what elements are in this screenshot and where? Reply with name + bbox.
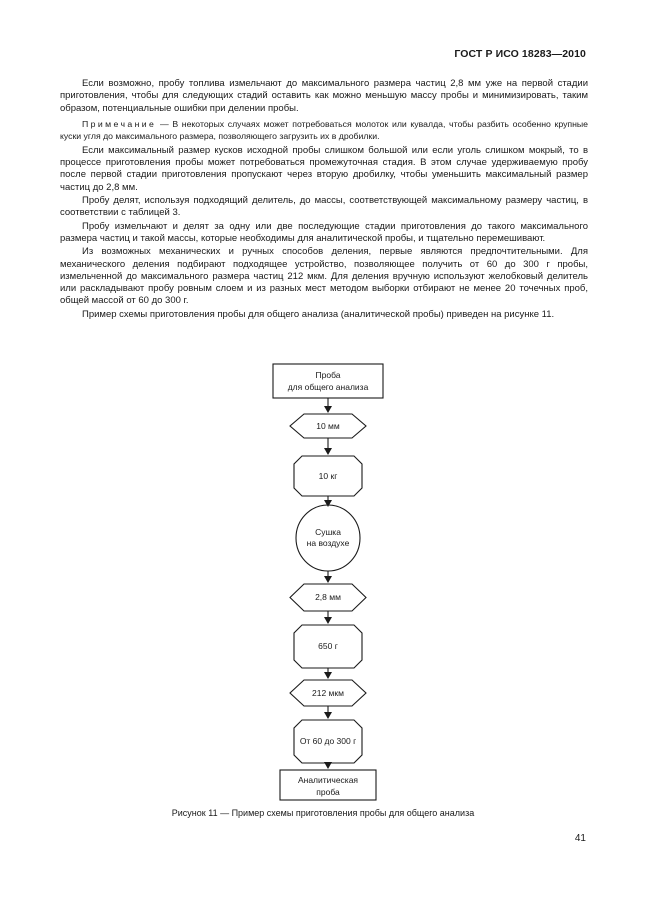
paragraph-3: Пробу делят, используя подходящий делитель, до массы, соответствующей максимальному размеру частиц, в соответствии с таблицей 3. bbox=[60, 195, 588, 219]
step3-label-1: Сушка bbox=[315, 527, 341, 537]
start-label-2: для общего анализа bbox=[287, 382, 369, 392]
paragraph-5: Из возможных механических и ручных способов деления, первые являются предпочтительными. Для механического деления подбирают подходящее устройство, позволяющее получить от 60 до 300 г пробы, измельченной до максимального размера частиц 212 мкм. Для деления вручную используют желобковый делитель или раскладывают пробу ровным слоем и из разных мест методом выборки отбирают не менее 20 точечных проб, общей массой от 60 до 300 г. bbox=[60, 246, 588, 307]
step1-label: 10 мм bbox=[316, 421, 340, 431]
page-number: 41 bbox=[574, 833, 586, 844]
figure-caption: Рисунок 11 — Пример схемы приготовления пробы для общего анализа bbox=[171, 808, 475, 818]
step6-label: 212 мкм bbox=[312, 688, 344, 698]
step5-label: 650 г bbox=[318, 641, 338, 651]
end-label-2: проба bbox=[316, 787, 340, 797]
note-label: Примечание bbox=[82, 118, 157, 129]
step3-label-2: на воздухе bbox=[306, 538, 350, 548]
paragraph-2: Если максимальный размер кусков исходной пробы слишком большой или если уголь слишком мокрый, то в процессе приготовления пробы может потребоваться промежуточная стадия. В этом случае удерживаемую пробу после первой стадии приготовления пропускают через вторую дробилку, чтобы уменьшить максимальный размер частиц до 2,8 мм. bbox=[60, 144, 588, 193]
end-label-1: Аналитическая bbox=[297, 775, 359, 785]
step2-label: 10 кг bbox=[318, 471, 338, 481]
step4-label: 2,8 мм bbox=[315, 592, 341, 602]
paragraph-1: Если возможно, пробу топлива измельчают до максимального размера частиц 2,8 мм уже на первой стадии приготовления, чтобы для следующих стадий оставить как можно меньшую массу пробы и минимизировать, таким образом, потенциальные ошибки при делении пробы. bbox=[60, 78, 588, 114]
start-label-1: Проба bbox=[315, 370, 341, 380]
document-header: ГОСТ Р ИСО 18283—2010 bbox=[454, 48, 586, 60]
note-text: — В некоторых случаях может потребоваться молоток или кувалда, чтобы разбить особенно крупные куски угля до максимального размера, позволяющего загрузить их в дробилки. bbox=[60, 118, 588, 141]
paragraph-6: Пример схемы приготовления пробы для общего анализа (аналитической пробы) приведен на рисунке 11. bbox=[82, 308, 555, 320]
step7-label: От 60 до 300 г bbox=[299, 736, 357, 746]
paragraph-4: Пробу измельчают и делят за одну или две последующие стадии приготовления до такого максимального размера частиц и такой массы, которые необходимы для аналитической пробы, и тщательно перемешивают. bbox=[60, 220, 588, 244]
